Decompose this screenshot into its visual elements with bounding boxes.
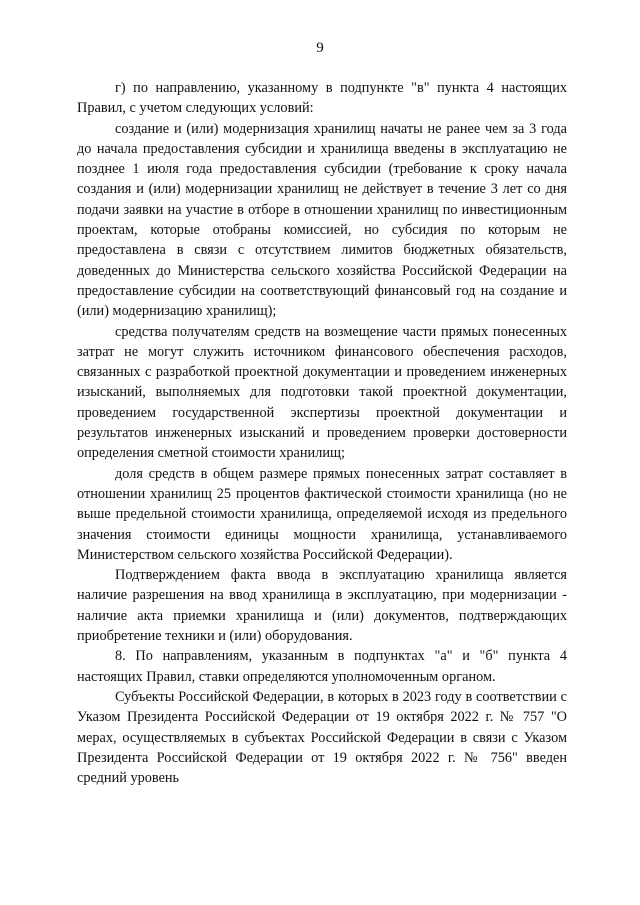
paragraph-federal-subjects: Субъекты Российской Федерации, в которых в 2023 году в соответствии с Указом Президента Российской Федерации от 19 октября 2022 г. № 757 "О мерах, осуществляемых в субъектах Российской Федерации в связи с Указом Президента Российской Федерации от 19 октября 2022 г. № 756" введен средний уровень — [77, 688, 567, 787]
paragraph-storage-creation-condition: создание и (или) модернизация хранилищ начаты не ранее чем за 3 года до начала предоставления субсидии и хранилища введены в эксплуатацию не позднее 1 июля года предоставления субсидии (требование к сроку начала создания и (или) модернизации хранилищ не действует в течение 3 лет со дня подачи заявки на участие в отборе в отношении хранилищ по инвестиционным проектам, которые отобраны комиссией, но субсидия по которым не предоставлена в связи с отсутствием лимитов бюджетных обязательств, доведенных до Министерства сельского хозяйства Российской Федерации на предоставление субсидии на соответствующий финансовый год на создание и (или) модернизацию хранилищ); — [77, 120, 567, 320]
paragraph-item-8: 8. По направлениям, указанным в подпунктах "а" и "б" пункта 4 настоящих Правил, ставки определяются уполномоченным органом. — [77, 648, 567, 685]
paragraph-funds-share: доля средств в общем размере прямых понесенных затрат составляет в отношении хранилищ 25 процентов фактической стоимости хранилища (но не выше предельной стоимости хранилища, определяемой исходя из предельного значения стоимости единицы мощности хранилища, устанавливаемого Министерством сельского хозяйства Российской Федерации). — [77, 465, 567, 563]
page-number: 9 — [316, 40, 324, 56]
paragraph-commissioning-confirmation: Подтверждением факта ввода в эксплуатацию хранилища является наличие разрешения на ввод хранилища в эксплуатацию, при модернизации - наличие акта приемки хранилища и (или) документов, подтверждающих приобретение техники и (или) оборудования. — [77, 567, 567, 645]
document-body — [77, 78, 567, 788]
paragraph-subitem-g: г) по направлению, указанному в подпункте "в" пункта 4 настоящих Правил, с учетом следующих условий: — [77, 80, 567, 117]
paragraph-funds-restriction: средства получателям средств на возмещение части прямых понесенных затрат не могут служить источником финансового обеспечения расходов, связанных с разработкой проектной документации и проведением инженерных изысканий, выполняемых для подготовки такой проектной документации, проведением государственной экспертизы проектной документации и результатов инженерных изысканий и проведением проверки достоверности определения сметной стоимости хранилищ; — [77, 323, 567, 462]
